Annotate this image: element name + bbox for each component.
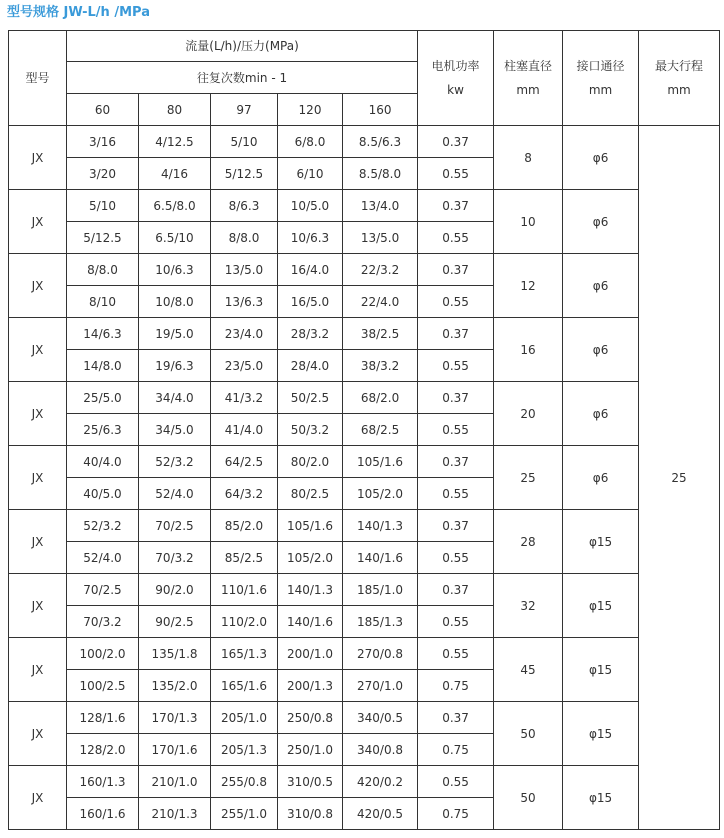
plunger-diameter-cell: 50 <box>494 702 563 766</box>
flow-pressure-cell: 13/5.0 <box>211 254 278 286</box>
flow-pressure-cell: 165/1.6 <box>211 670 278 702</box>
motor-power-cell: 0.55 <box>418 638 494 670</box>
flow-pressure-cell: 210/1.0 <box>139 766 211 798</box>
motor-power-cell: 0.55 <box>418 350 494 382</box>
header-speed: 80 <box>139 94 211 126</box>
flow-pressure-cell: 16/4.0 <box>278 254 343 286</box>
header-max-stroke <box>639 31 720 126</box>
flow-pressure-cell: 310/0.5 <box>278 766 343 798</box>
flow-pressure-cell: 8/6.3 <box>211 190 278 222</box>
flow-pressure-cell: 5/12.5 <box>67 222 139 254</box>
flow-pressure-cell: 10/6.3 <box>278 222 343 254</box>
header-plunger-diameter-unit: mm <box>516 83 540 97</box>
flow-pressure-cell: 6.5/10 <box>139 222 211 254</box>
port-diameter-cell: φ6 <box>563 382 639 446</box>
flow-pressure-cell: 105/1.6 <box>278 510 343 542</box>
motor-power-cell: 0.55 <box>418 222 494 254</box>
flow-pressure-cell: 185/1.3 <box>343 606 418 638</box>
flow-pressure-cell: 270/0.8 <box>343 638 418 670</box>
flow-pressure-cell: 52/4.0 <box>139 478 211 510</box>
header-motor-power-unit: kw <box>447 83 464 97</box>
flow-pressure-cell: 6/8.0 <box>278 126 343 158</box>
header-motor-power <box>418 31 494 126</box>
flow-pressure-cell: 250/1.0 <box>278 734 343 766</box>
flow-pressure-cell: 160/1.3 <box>67 766 139 798</box>
flow-pressure-cell: 140/1.3 <box>278 574 343 606</box>
header-stroke-rate: 往复次数min - 1 <box>67 62 418 94</box>
port-diameter-cell: φ15 <box>563 702 639 766</box>
table-row <box>9 446 720 478</box>
header-flow-pressure: 流量(L/h)/压力(MPa) <box>67 31 418 62</box>
flow-pressure-cell: 85/2.5 <box>211 542 278 574</box>
flow-pressure-cell: 38/3.2 <box>343 350 418 382</box>
header-speed: 120 <box>278 94 343 126</box>
flow-pressure-cell: 200/1.3 <box>278 670 343 702</box>
flow-pressure-cell: 270/1.0 <box>343 670 418 702</box>
flow-pressure-cell: 105/2.0 <box>278 542 343 574</box>
flow-pressure-cell: 64/2.5 <box>211 446 278 478</box>
flow-pressure-cell: 28/4.0 <box>278 350 343 382</box>
header-max-stroke-unit: mm <box>667 83 691 97</box>
port-diameter-cell: φ6 <box>563 318 639 382</box>
flow-pressure-cell: 8.5/6.3 <box>343 126 418 158</box>
plunger-diameter-cell: 25 <box>494 446 563 510</box>
flow-pressure-cell: 52/4.0 <box>67 542 139 574</box>
flow-pressure-cell: 3/20 <box>67 158 139 190</box>
flow-pressure-cell: 19/5.0 <box>139 318 211 350</box>
flow-pressure-cell: 4/12.5 <box>139 126 211 158</box>
spec-table <box>8 30 720 830</box>
header-model: 型号 <box>9 31 67 126</box>
flow-pressure-cell: 255/0.8 <box>211 766 278 798</box>
motor-power-cell: 0.55 <box>418 158 494 190</box>
port-diameter-cell: φ15 <box>563 638 639 702</box>
header-port-diameter-unit: mm <box>588 83 613 97</box>
motor-power-cell: 0.37 <box>418 510 494 542</box>
model-cell: JX <box>9 254 67 318</box>
table-row <box>9 702 720 734</box>
table-row <box>9 254 720 286</box>
table-row <box>9 126 720 158</box>
flow-pressure-cell: 210/1.3 <box>139 798 211 830</box>
flow-pressure-cell: 185/1.0 <box>343 574 418 606</box>
flow-pressure-cell: 6/10 <box>278 158 343 190</box>
header-port-diameter-label: 接口通径 <box>576 59 625 73</box>
flow-pressure-cell: 90/2.5 <box>139 606 211 638</box>
flow-pressure-cell: 52/3.2 <box>67 510 139 542</box>
flow-pressure-cell: 170/1.6 <box>139 734 211 766</box>
flow-pressure-cell: 23/5.0 <box>211 350 278 382</box>
table-row <box>9 574 720 606</box>
flow-pressure-cell: 135/2.0 <box>139 670 211 702</box>
flow-pressure-cell: 340/0.8 <box>343 734 418 766</box>
flow-pressure-cell: 22/4.0 <box>343 286 418 318</box>
flow-pressure-cell: 160/1.6 <box>67 798 139 830</box>
flow-pressure-cell: 23/4.0 <box>211 318 278 350</box>
flow-pressure-cell: 70/3.2 <box>67 606 139 638</box>
header-plunger-diameter <box>494 31 563 126</box>
model-cell: JX <box>9 126 67 190</box>
flow-pressure-cell: 50/2.5 <box>278 382 343 414</box>
flow-pressure-cell: 100/2.5 <box>67 670 139 702</box>
flow-pressure-cell: 40/5.0 <box>67 478 139 510</box>
table-row <box>9 510 720 542</box>
plunger-diameter-cell: 32 <box>494 574 563 638</box>
model-cell: JX <box>9 318 67 382</box>
flow-pressure-cell: 13/4.0 <box>343 190 418 222</box>
flow-pressure-cell: 255/1.0 <box>211 798 278 830</box>
model-cell: JX <box>9 510 67 574</box>
header-speed: 160 <box>343 94 418 126</box>
flow-pressure-cell: 100/2.0 <box>67 638 139 670</box>
flow-pressure-cell: 140/1.6 <box>343 542 418 574</box>
flow-pressure-cell: 110/2.0 <box>211 606 278 638</box>
table-row <box>9 190 720 222</box>
flow-pressure-cell: 165/1.3 <box>211 638 278 670</box>
port-diameter-cell: φ15 <box>563 574 639 638</box>
flow-pressure-cell: 128/2.0 <box>67 734 139 766</box>
flow-pressure-cell: 64/3.2 <box>211 478 278 510</box>
flow-pressure-cell: 205/1.3 <box>211 734 278 766</box>
flow-pressure-cell: 310/0.8 <box>278 798 343 830</box>
model-cell: JX <box>9 446 67 510</box>
header-speed: 97 <box>211 94 278 126</box>
flow-pressure-cell: 140/1.3 <box>343 510 418 542</box>
model-cell: JX <box>9 702 67 766</box>
header-max-stroke-label: 最大行程 <box>655 59 704 73</box>
motor-power-cell: 0.75 <box>418 670 494 702</box>
header-motor-power-label: 电机功率 <box>431 59 480 73</box>
flow-pressure-cell: 25/6.3 <box>67 414 139 446</box>
motor-power-cell: 0.37 <box>418 446 494 478</box>
flow-pressure-cell: 80/2.0 <box>278 446 343 478</box>
motor-power-cell: 0.37 <box>418 702 494 734</box>
flow-pressure-cell: 200/1.0 <box>278 638 343 670</box>
header-row <box>9 31 720 62</box>
flow-pressure-cell: 140/1.6 <box>278 606 343 638</box>
flow-pressure-cell: 41/3.2 <box>211 382 278 414</box>
motor-power-cell: 0.37 <box>418 190 494 222</box>
table-row <box>9 638 720 670</box>
port-diameter-cell: φ6 <box>563 446 639 510</box>
flow-pressure-cell: 10/6.3 <box>139 254 211 286</box>
plunger-diameter-cell: 16 <box>494 318 563 382</box>
flow-pressure-cell: 40/4.0 <box>67 446 139 478</box>
flow-pressure-cell: 19/6.3 <box>139 350 211 382</box>
flow-pressure-cell: 8/8.0 <box>211 222 278 254</box>
motor-power-cell: 0.55 <box>418 414 494 446</box>
flow-pressure-cell: 34/5.0 <box>139 414 211 446</box>
header-port-diameter <box>563 31 639 126</box>
table-row <box>9 318 720 350</box>
port-diameter-cell: φ6 <box>563 126 639 190</box>
flow-pressure-cell: 8/10 <box>67 286 139 318</box>
flow-pressure-cell: 16/5.0 <box>278 286 343 318</box>
flow-pressure-cell: 8.5/8.0 <box>343 158 418 190</box>
flow-pressure-cell: 85/2.0 <box>211 510 278 542</box>
flow-pressure-cell: 22/3.2 <box>343 254 418 286</box>
model-cell: JX <box>9 638 67 702</box>
motor-power-cell: 0.75 <box>418 798 494 830</box>
flow-pressure-cell: 25/5.0 <box>67 382 139 414</box>
flow-pressure-cell: 110/1.6 <box>211 574 278 606</box>
motor-power-cell: 0.55 <box>418 606 494 638</box>
flow-pressure-cell: 340/0.5 <box>343 702 418 734</box>
flow-pressure-cell: 41/4.0 <box>211 414 278 446</box>
plunger-diameter-cell: 12 <box>494 254 563 318</box>
flow-pressure-cell: 70/2.5 <box>139 510 211 542</box>
flow-pressure-cell: 205/1.0 <box>211 702 278 734</box>
flow-pressure-cell: 8/8.0 <box>67 254 139 286</box>
spec-body <box>9 126 720 830</box>
table-row <box>9 766 720 798</box>
max-stroke-cell: 25 <box>639 126 720 830</box>
motor-power-cell: 0.55 <box>418 542 494 574</box>
flow-pressure-cell: 5/10 <box>67 190 139 222</box>
plunger-diameter-cell: 45 <box>494 638 563 702</box>
flow-pressure-cell: 135/1.8 <box>139 638 211 670</box>
motor-power-cell: 0.75 <box>418 734 494 766</box>
flow-pressure-cell: 250/0.8 <box>278 702 343 734</box>
flow-pressure-cell: 10/5.0 <box>278 190 343 222</box>
flow-pressure-cell: 5/10 <box>211 126 278 158</box>
flow-pressure-cell: 70/3.2 <box>139 542 211 574</box>
flow-pressure-cell: 13/6.3 <box>211 286 278 318</box>
model-cell: JX <box>9 574 67 638</box>
flow-pressure-cell: 14/8.0 <box>67 350 139 382</box>
flow-pressure-cell: 28/3.2 <box>278 318 343 350</box>
model-cell: JX <box>9 382 67 446</box>
port-diameter-cell: φ6 <box>563 190 639 254</box>
flow-pressure-cell: 105/1.6 <box>343 446 418 478</box>
plunger-diameter-cell: 50 <box>494 766 563 830</box>
flow-pressure-cell: 68/2.0 <box>343 382 418 414</box>
flow-pressure-cell: 13/5.0 <box>343 222 418 254</box>
plunger-diameter-cell: 8 <box>494 126 563 190</box>
motor-power-cell: 0.55 <box>418 286 494 318</box>
port-diameter-cell: φ6 <box>563 254 639 318</box>
flow-pressure-cell: 10/8.0 <box>139 286 211 318</box>
port-diameter-cell: φ15 <box>563 766 639 830</box>
flow-pressure-cell: 5/12.5 <box>211 158 278 190</box>
header-speed: 60 <box>67 94 139 126</box>
header-plunger-diameter-label: 柱塞直径 <box>504 59 553 73</box>
flow-pressure-cell: 38/2.5 <box>343 318 418 350</box>
motor-power-cell: 0.37 <box>418 126 494 158</box>
flow-pressure-cell: 170/1.3 <box>139 702 211 734</box>
flow-pressure-cell: 68/2.5 <box>343 414 418 446</box>
plunger-diameter-cell: 28 <box>494 510 563 574</box>
table-row <box>9 382 720 414</box>
motor-power-cell: 0.55 <box>418 478 494 510</box>
motor-power-cell: 0.37 <box>418 382 494 414</box>
flow-pressure-cell: 4/16 <box>139 158 211 190</box>
flow-pressure-cell: 70/2.5 <box>67 574 139 606</box>
flow-pressure-cell: 3/16 <box>67 126 139 158</box>
flow-pressure-cell: 420/0.5 <box>343 798 418 830</box>
flow-pressure-cell: 34/4.0 <box>139 382 211 414</box>
model-cell: JX <box>9 766 67 830</box>
plunger-diameter-cell: 10 <box>494 190 563 254</box>
flow-pressure-cell: 90/2.0 <box>139 574 211 606</box>
port-diameter-cell: φ15 <box>563 510 639 574</box>
motor-power-cell: 0.55 <box>418 766 494 798</box>
flow-pressure-cell: 14/6.3 <box>67 318 139 350</box>
plunger-diameter-cell: 20 <box>494 382 563 446</box>
flow-pressure-cell: 6.5/8.0 <box>139 190 211 222</box>
page-title: 型号规格 JW-L/h /MPa <box>7 5 150 20</box>
flow-pressure-cell: 420/0.2 <box>343 766 418 798</box>
flow-pressure-cell: 128/1.6 <box>67 702 139 734</box>
motor-power-cell: 0.37 <box>418 574 494 606</box>
motor-power-cell: 0.37 <box>418 254 494 286</box>
model-cell: JX <box>9 190 67 254</box>
motor-power-cell: 0.37 <box>418 318 494 350</box>
flow-pressure-cell: 52/3.2 <box>139 446 211 478</box>
flow-pressure-cell: 105/2.0 <box>343 478 418 510</box>
flow-pressure-cell: 80/2.5 <box>278 478 343 510</box>
flow-pressure-cell: 50/3.2 <box>278 414 343 446</box>
